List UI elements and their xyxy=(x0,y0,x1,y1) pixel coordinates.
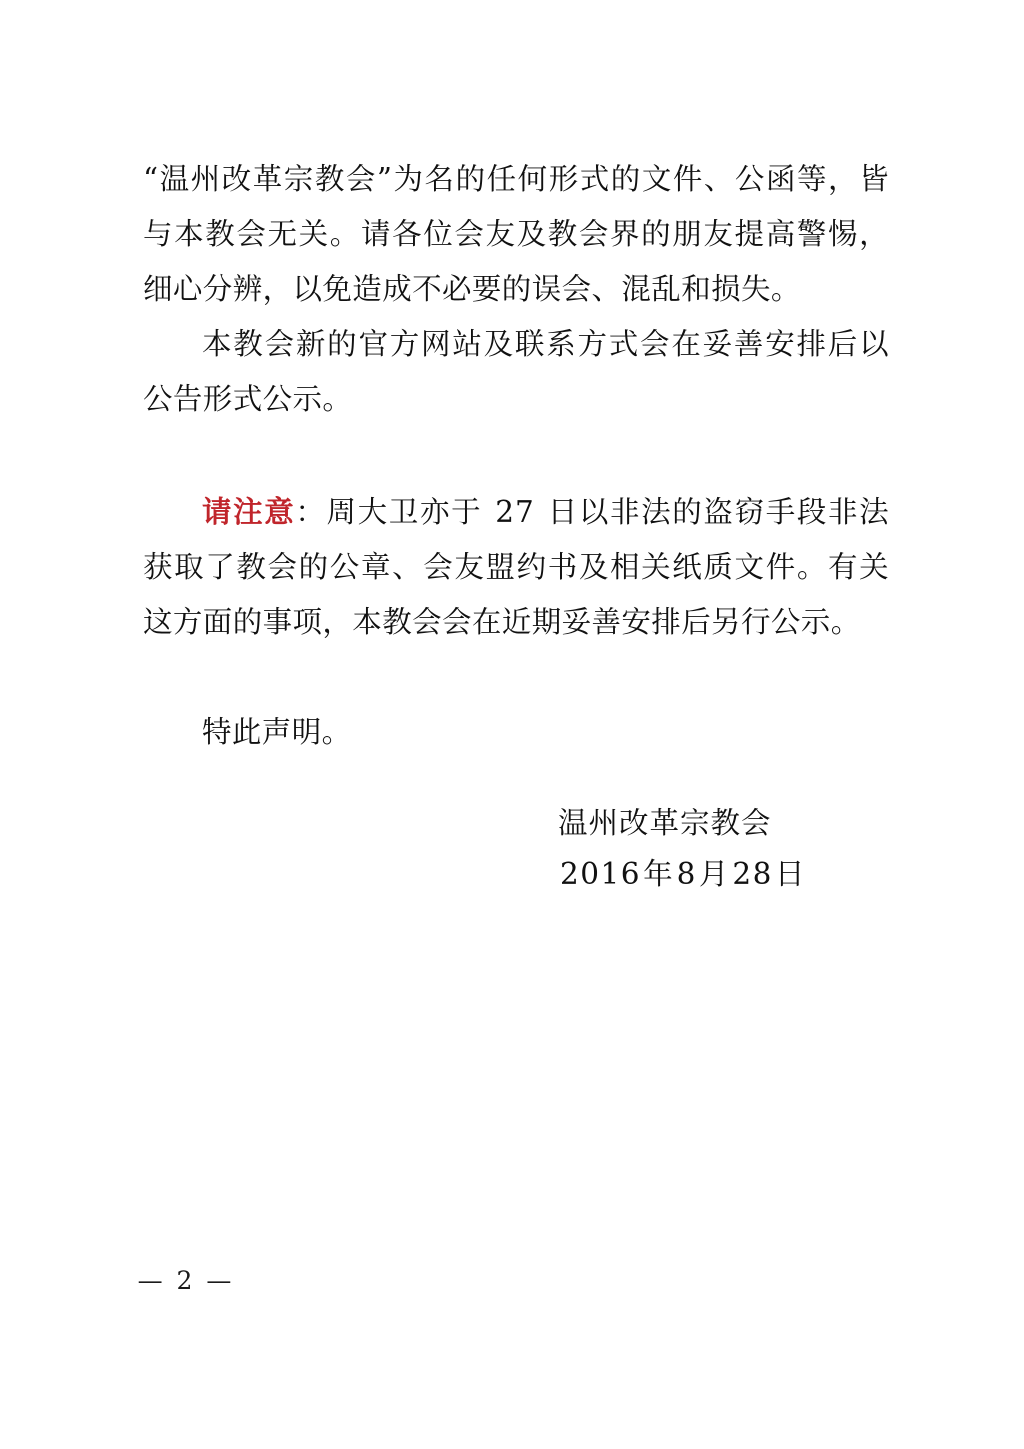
notice-date-number: 27 xyxy=(495,495,535,529)
document-body xyxy=(143,152,889,760)
paragraph-spacer-2 xyxy=(143,650,889,705)
page-number: — 2 — xyxy=(137,1266,235,1295)
page-footer xyxy=(0,1266,1024,1295)
paragraph-disclaimer: “温州改革宗教会”为名的任何形式的文件、公函等，皆与本教会无关。请各位会友及教会界的朋友提高警惕，细心分辨，以免造成不必要的误会、混乱和损失。 xyxy=(143,162,889,306)
signature-date-year-unit: 年 xyxy=(643,857,675,891)
paragraph-spacer-1 xyxy=(143,427,889,484)
signature-organization: 温州改革宗教会 xyxy=(558,806,772,840)
signature-date-month: 8 xyxy=(676,857,697,891)
notice-label: 请注意 xyxy=(202,494,296,529)
paragraph-new-website: 本教会新的官方网站及联系方式会在妥善安排后以公告形式公示。 xyxy=(143,327,889,416)
signature-date xyxy=(558,849,918,900)
signature-date-day: 28 xyxy=(732,857,773,891)
signature-block xyxy=(558,798,918,900)
notice-text-before-number: 周大卫亦于 xyxy=(326,495,494,529)
notice-colon: ： xyxy=(295,495,327,529)
signature-date-day-unit: 日 xyxy=(774,857,807,891)
notice-text-after-number: 日以非法的盗窃手段非法获取了教会的公章、会友盟约书及相关纸质文件。有关这方面的事项，本教会会在近期妥善安排后另行公示。 xyxy=(143,495,889,639)
signature-date-month-unit: 月 xyxy=(698,857,731,891)
paragraph-notice xyxy=(143,484,889,650)
signature-date-year: 2016 xyxy=(560,857,642,891)
paragraph-closing: 特此声明。 xyxy=(202,715,352,749)
